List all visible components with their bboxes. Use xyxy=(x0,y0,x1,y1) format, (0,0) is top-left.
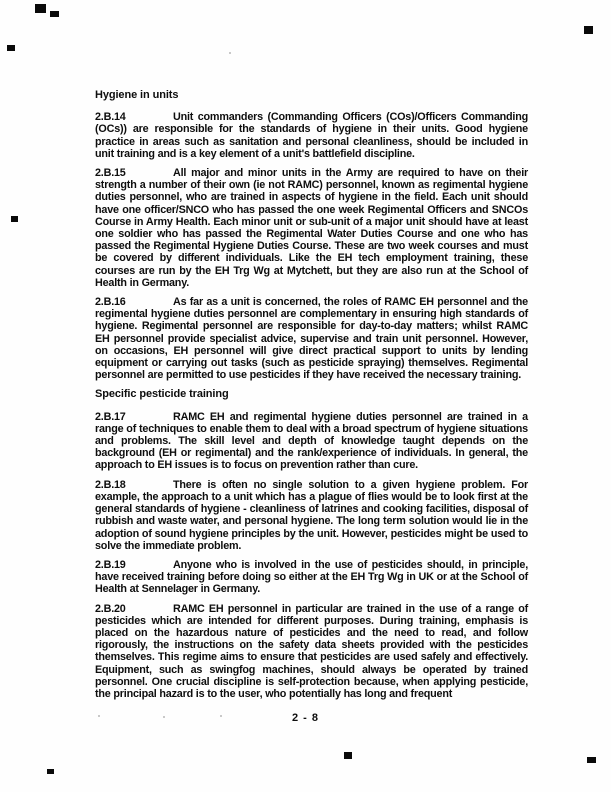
paragraph-text: All major and minor units in the Army are required to have on their strength a number of their own (ie not RAMC) personnel, known as regimental hygiene duties personnel, who are trained in aspects of hygiene in the field. Each unit should have one officer/SNCO who has passed the one week Regimental Officers and SNCOs Course in Army Health. Each minor unit or sub-unit of a major unit should have at least one soldier who has passed the Regimental Water Duties Course and one who has passed the Regimental Hygiene Duties Course. These are two week courses and must be covered by different individuals. Like the EH tech employment training, these courses are run by the EH Trg Wg at Mytchett, but they are also run at the School of Health in Germany. xyxy=(95,167,528,289)
scan-artifact-mark xyxy=(7,45,15,51)
paragraph-text: Unit commanders (Commanding Officers (COs)/Officers Commanding (OCs)) are responsible for the standards of hygiene in their units. Good hygiene practice in areas such as sanitation and personal cleanliness, should be included in unit training and is a key element of a unit's battlefield discipline. xyxy=(95,111,528,160)
scan-artifact-mark xyxy=(11,216,18,222)
paragraph-text: As far as a unit is concerned, the roles of RAMC EH personnel and the regimental hygiene duties personnel are complementary in ensuring high standards of hygiene. Regimental personnel are responsible for day-to-day matters; whilst RAMC EH personnel provide specialist advice, supervise and train unit personnel. However, on occasions, EH personnel will give direct practical support to units by lending equipment or carrying out tasks (such as pesticide spraying) themselves. Regimental personnel are permitted to use pesticides if they have received the necessary training. xyxy=(95,296,528,382)
scan-speck xyxy=(98,715,100,717)
paragraph-text: There is often no single solution to a given hygiene problem. For example, the approach to a unit which has a plague of flies would be to look first at the general standards of hygiene - cleanliness of latrines and cooking facilities, disposal of rubbish and waste water, and personal hygiene. The long term solution would lie in the adoption of sound hygiene principles by the unit. However, pesticides might be used to solve the immediate problem. xyxy=(95,478,528,552)
scan-speck xyxy=(220,715,222,717)
paragraph-number: 2.B.19 xyxy=(95,558,126,571)
scan-artifact-mark xyxy=(47,769,54,774)
scan-artifact-mark xyxy=(50,11,59,17)
paragraph-number: 2.B.16 xyxy=(95,296,126,309)
section-heading-specific-pesticide-training: Specific pesticide training xyxy=(95,388,229,401)
scan-artifact-mark xyxy=(35,4,46,13)
paragraph-number: 2.B.20 xyxy=(95,602,126,615)
paragraph-number: 2.B.18 xyxy=(95,478,126,491)
paragraph-2b18 xyxy=(95,479,528,552)
paragraph-2b17 xyxy=(95,411,528,472)
paragraph-number: 2.B.14 xyxy=(95,111,126,124)
scan-artifact-mark xyxy=(344,752,352,759)
paragraph-text: RAMC EH and regimental hygiene duties personnel are trained in a range of techniques to enable them to deal with a broad spectrum of hygiene situations and problems. The skill level and depth of knowledge taught depends on the background (EH or regimental) and the rank/experience of individuals. In general, the approach to EH issues is to focus on prevention rather than cure. xyxy=(95,410,528,472)
paragraph-2b15 xyxy=(95,167,528,289)
paragraph-number: 2.B.15 xyxy=(95,167,126,180)
paragraph-2b20 xyxy=(95,603,528,701)
paragraph-text: Anyone who is involved in the use of pesticides should, in principle, have received training before doing so either at the EH Trg Wg in UK or at the School of Health at Sennelager in Germany. xyxy=(95,558,528,596)
page-number: 2 - 8 xyxy=(291,712,319,724)
paragraph-2b19 xyxy=(95,559,528,596)
paragraph-2b16 xyxy=(95,296,528,381)
document-body xyxy=(95,89,528,707)
section-heading-hygiene-in-units: Hygiene in units xyxy=(95,89,179,101)
scan-speck xyxy=(163,716,165,718)
scan-speck xyxy=(229,52,231,54)
scan-artifact-mark xyxy=(584,26,593,34)
paragraph-number: 2.B.17 xyxy=(95,410,126,423)
scan-artifact-mark xyxy=(587,757,596,763)
paragraph-2b14 xyxy=(95,111,528,160)
paragraph-text: RAMC EH personnel in particular are trained in the use of a range of pesticides which are intended for different purposes. During training, emphasis is placed on the hazardous nature of pesticides and the need to read, and follow rigorously, the instructions on the safety data sheets provided with the pesticides themselves. This regime aims to ensure that pesticides are used safely and effectively. Equipment, such as swingfog machines, should always be operated by trained personnel. One crucial discipline is self-protection because, when applying pesticide, the principal hazard is to the user, who potentially has long and frequent xyxy=(95,602,528,700)
